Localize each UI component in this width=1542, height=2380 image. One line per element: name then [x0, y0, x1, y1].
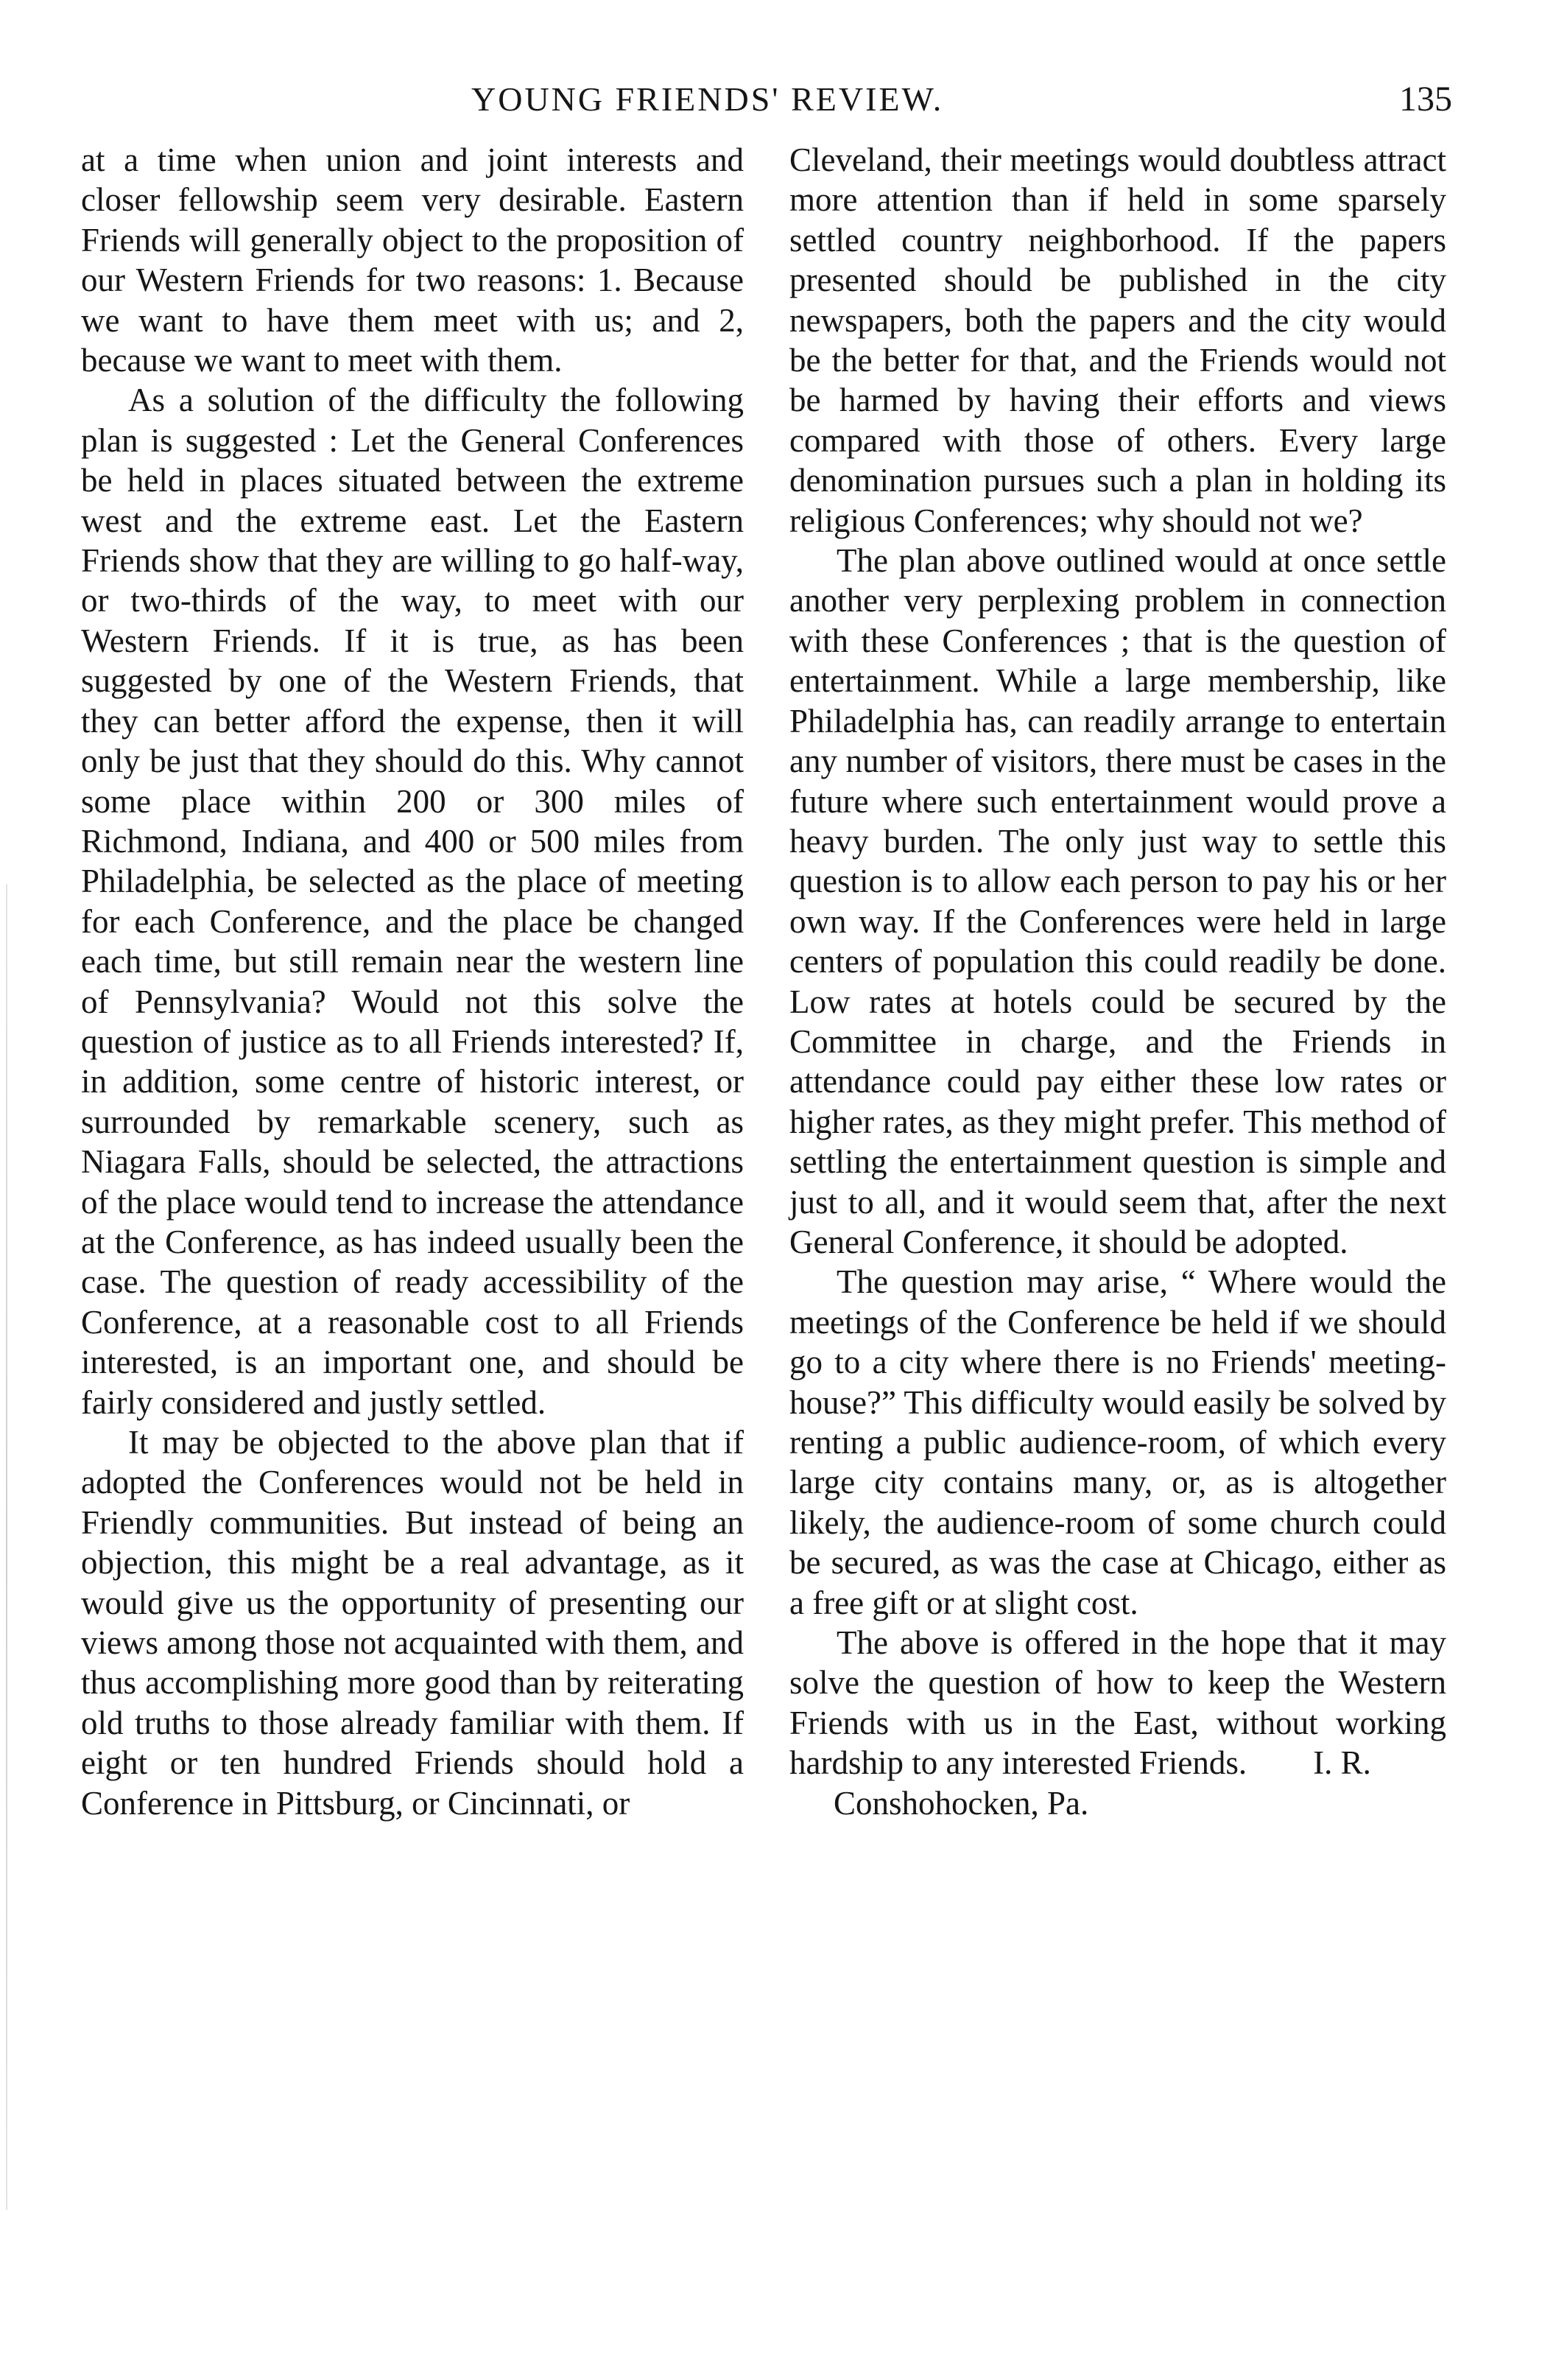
- scan-edge-shadow: [6, 884, 7, 2210]
- paragraph-closing: The above is offered in the hope that it may solve the question of how to keep the Western Friends with us in the East, without working hardship to any interested Friends. I. R.: [789, 1624, 1446, 1782]
- left-column: [81, 140, 744, 1823]
- paragraph-entertainment: The plan above outlined would at once settle another very perplexing problem in connection with these Conferences ; that is the question of entertainment. While a large membership, like Philadelphia has, can readily arrange to entertain any number of visitors, there must be cases in the future where such entertainment would prove a heavy burden. The only just way to settle this question is to allow each person to pay his or her own way. If the Conferences were held in large centers of population this could readily be done. Low rates at hotels could be secured by the Committee in charge, and the Friends in attendance could pay either these low rates or higher rates, as they might prefer. This method of settling the entertainment question is simple and just to all, and it would seem that, after the next General Conference, it should be adopted.: [789, 542, 1446, 1260]
- paragraph-meeting-house: The question may arise, “ Where would the meetings of the Conference be held if we should go to a city where there is no Friends' meeting-house?” This difficulty would easily be solved by renting a public audience-room, of which every large city contains many, or, as is altogether likely, the audience-room of some church could be secured, as was the case at Chicago, either as a free gift or at slight cost.: [789, 1263, 1446, 1621]
- page-number: 135: [1399, 80, 1452, 119]
- paragraph-proposed-plan: As a solution of the difficulty the following plan is suggested : Let the General Conferences be held in places situated between the extreme west and the extreme east. Let the Eastern Friends show that they are willing to go half-way, or two-thirds of the way, to meet with our Western Friends. If it is true, as has been suggested by one of the Western Friends, that they can better afford the expense, then it will only be just that they should do this. Why cannot some place within 200 or 300 miles of Richmond, Indiana, and 400 or 500 miles from Philadelphia, be selected as the place of meeting for each Conference, and the place be changed each time, but still remain near the western line of Pennsylvania? Would not this solve the question of justice as to all Friends interested? If, in addition, some centre of historic interest, or surrounded by remarkable scenery, such as Niagara Falls, should be selected, the attractions of the place would tend to increase the attendance at the Conference, as has indeed usually been the case. The question of ready accessibility of the Conference, at a reasonable cost to all Friends interested, is an important one, and should be fairly considered and justly settled.: [81, 382, 744, 1421]
- paragraph-continuation: at a time when union and joint interests and closer fellowship seem very desirable. Eastern Friends will generally object to the proposition of our Western Friends for two reasons: 1. Because we want to have them meet with us; and 2, because we want to meet with them.: [81, 141, 744, 379]
- right-column: [789, 140, 1446, 1823]
- paragraph-objection: It may be objected to the above plan that if adopted the Conferences would not be held in Friendly communities. But instead of being an objection, this might be a real advantage, as it would give us the opportunity of presenting our views among those not acquainted with them, and thus accomplishing more good than by reiterating old truths to those already familiar with them. If eight or ten hundred Friends should hold a Conference in Pittsburg, or Cincinnati, or: [81, 1424, 744, 1822]
- running-header: [0, 74, 1542, 125]
- journal-title: YOUNG FRIENDS' REVIEW.: [471, 80, 944, 118]
- signature-place: Conshohocken, Pa.: [834, 1784, 1089, 1822]
- paragraph-city-meetings: Cleveland, their meetings would doubtless attract more attention than if held in some sparsely settled country neighborhood. If the papers presented should be published in the city newspapers, both the papers and the city would be the better for that, and the Friends would not be harmed by having their efforts and views compared with those of others. Every large denomination pursues such a plan in holding its religious Conferences; why should not we?: [789, 141, 1446, 539]
